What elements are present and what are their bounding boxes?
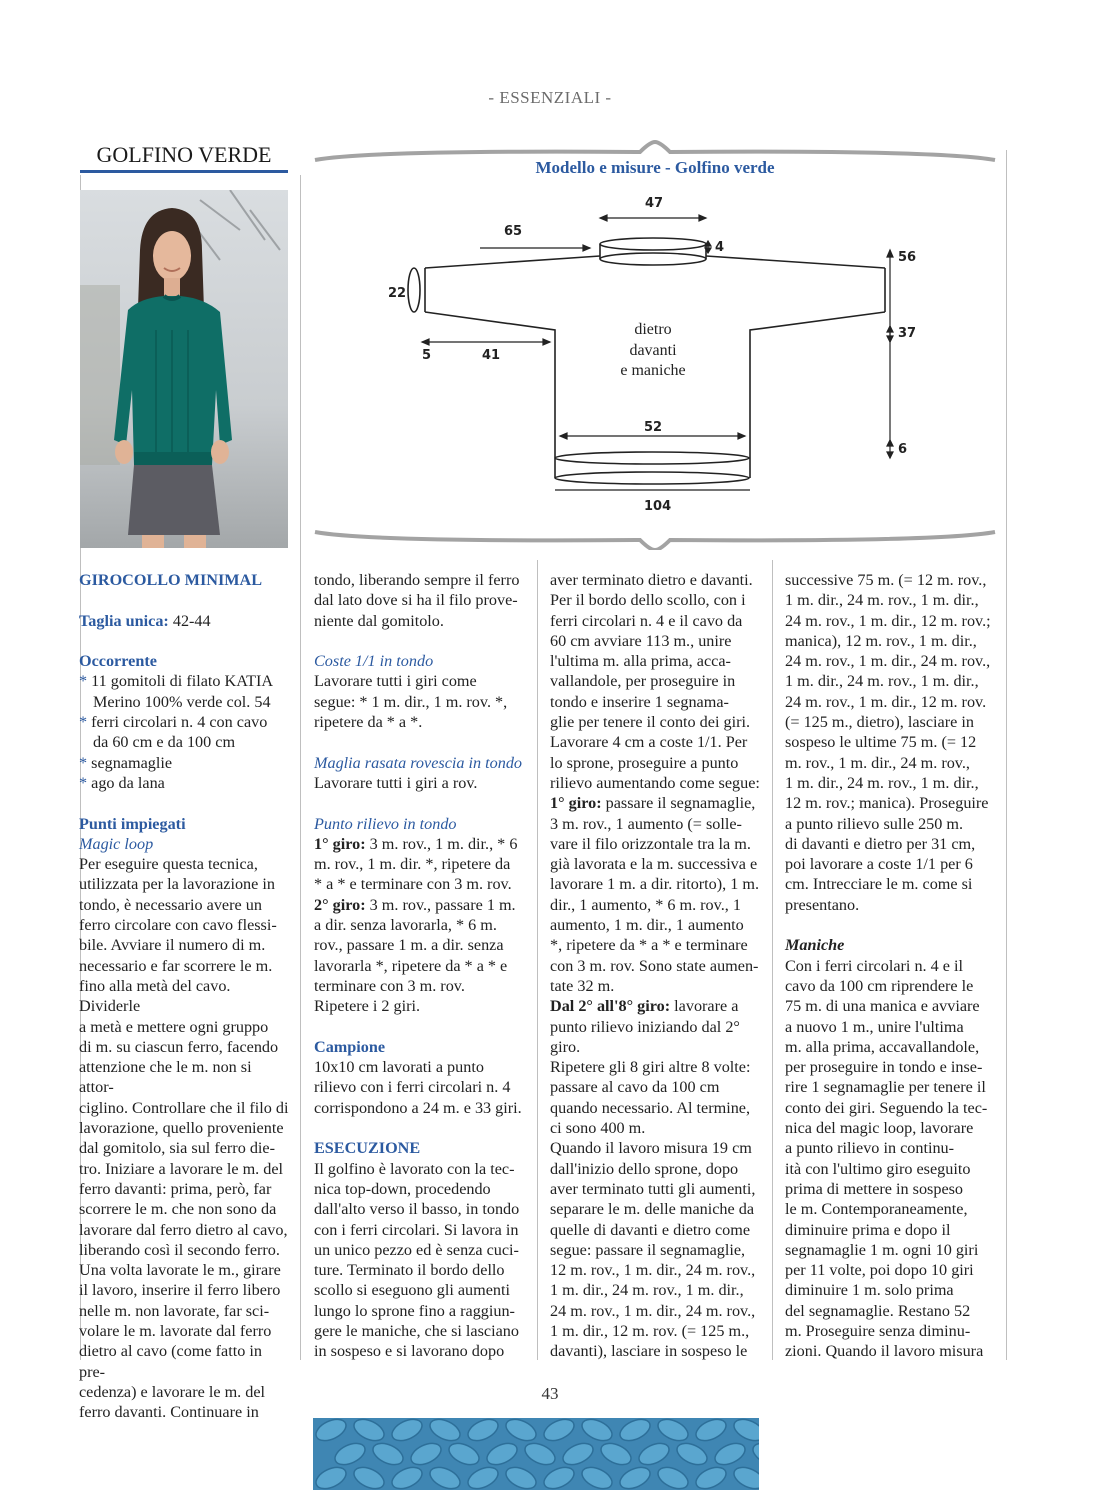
text-line: rilievo aumentando come segue: [550, 773, 760, 792]
dim-hem-circumference: 104 [644, 499, 672, 514]
text-line: ci sono 400 m. [550, 1119, 646, 1138]
text-line: 1 m. dir., 24 m. rov., 1 m. dir., [550, 1281, 744, 1300]
diagram-center-label [598, 320, 708, 382]
materials-heading: Occorrente [79, 652, 157, 671]
text-line: aver terminato tutti gli aumenti, [550, 1179, 756, 1198]
text-line: 60 cm avviare 113 m., unire [550, 631, 732, 650]
text-line: ture. Terminato il bordo dello [314, 1261, 505, 1280]
giro1-line [314, 834, 524, 854]
text-line: Per eseguire questa tecnica, [79, 855, 258, 874]
text-line: tondo, è necessario avere un [79, 895, 262, 914]
text-line: utilizzata per la lavorazione in [79, 875, 275, 894]
text-line: Ripetere gli 8 giri altre 8 volte: [550, 1058, 751, 1077]
magic-loop-text [79, 854, 289, 1422]
text-line: separare le m. delle maniche da [550, 1200, 755, 1219]
text-line: aver terminato dietro e davanti. [550, 571, 753, 589]
list-item: * ferri circolari n. 4 con cavo [79, 713, 268, 732]
text-line: dir., 1 aumento, * 6 m. rov., 1 [550, 895, 741, 914]
giro2-line [314, 895, 524, 915]
page-title: GOLFINO VERDE [80, 142, 288, 173]
text-line: sospeso le ultime 75 m. (= 12 [785, 733, 977, 752]
size-label: Taglia unica: [79, 611, 169, 630]
text-line: Con i ferri circolari n. 4 e il [785, 956, 963, 975]
text-line: nica top-down, procedendo [314, 1179, 491, 1198]
dim-sleeve-top: 65 [504, 224, 523, 239]
text-line: Una volta lavorate le m., girare [79, 1261, 281, 1280]
text-line: davanti), lasciare in sospeso le [550, 1342, 748, 1361]
separation-instructions [550, 1017, 760, 1362]
dim-neck-width: 47 [645, 196, 664, 211]
text-line: * a * e terminare con 3 m. rov. [314, 875, 512, 894]
text-line: a punto rilievo in continu- [785, 1139, 955, 1158]
text-line: dall'inizio dello sprone, dopo [550, 1159, 739, 1178]
text-line: a dir. senza lavorarla, * 6 m. [314, 916, 497, 935]
text-line: 1 m. dir., 24 m. rov., 1 m. dir., [785, 773, 979, 792]
text-line: terminare con 3 m. rov. [314, 976, 465, 995]
text-line: rilievo con i ferri circolari n. 4 [314, 1078, 511, 1097]
text-line: liberando così il secondo ferro. [79, 1240, 280, 1259]
text-line: dal gomitolo, sia sul ferro die- [79, 1139, 276, 1158]
text-line: segue: passare il segnamaglie, [550, 1240, 746, 1259]
dim-body-height: 37 [898, 326, 917, 341]
text-line: ità con l'ultimo giro eseguito [785, 1159, 971, 1178]
size-line [79, 611, 289, 631]
text-line: un unico pezzo ed è senza cuci- [314, 1240, 519, 1259]
text-line: vallandole, per proseguire in [550, 672, 736, 691]
text-line: scollo si eseguono gli aumenti [314, 1281, 511, 1300]
column-rule [537, 560, 538, 1360]
text-line: punto rilievo iniziando dal 2° [550, 1017, 740, 1036]
list-item: * 11 gomitoli di filato KATIA [79, 672, 274, 691]
body-instructions [785, 570, 995, 915]
giri-label: Dal 2° all'8° giro: [550, 997, 671, 1016]
text-line: bile. Avviare il numero di m. [79, 936, 266, 955]
text-line: 24 m. rov., 1 m. dir., 12 m. rov. [785, 692, 987, 711]
list-item: * ago da lana [79, 773, 165, 792]
list-item-text: segnamaglie [91, 753, 173, 772]
section-subtitle: GIROCOLLO MINIMAL [79, 571, 263, 589]
list-item-text: ferri circolari n. 4 con cavo [91, 713, 268, 732]
giro2-rest [314, 915, 524, 1016]
text-line: Ripetere i 2 giri. [314, 997, 421, 1016]
text-line: del segnamaglie. Restano 52 [785, 1301, 971, 1320]
text-line: successive 75 m. (= 12 m. rov., [785, 571, 987, 589]
campione-heading: Campione [314, 1037, 386, 1056]
text-line: 10x10 cm lavorati a punto [314, 1058, 484, 1077]
text-line: dal lato dove si ha il filo prove- [314, 591, 518, 610]
text-line: ripetere da * a *. [314, 713, 423, 732]
text-line: niente dal gomitolo. [314, 611, 444, 630]
text-line: segue: * 1 m. dir., 1 m. rov. *, [314, 692, 508, 711]
text-line: tondo, liberando sempre il ferro [314, 571, 520, 589]
text-line: 24 m. rov., 1 m. dir., 24 m. rov., [550, 1301, 756, 1320]
text-line: per 11 volte, poi dopo 10 giri [785, 1261, 974, 1280]
text-line: nica del magic loop, lavorare [785, 1119, 974, 1138]
text-line: manica), 12 m. rov., 1 m. dir., [785, 631, 977, 650]
yarn-texture-image [313, 1418, 759, 1490]
text-line: cedenza) e lavorare le m. del [79, 1382, 266, 1401]
column-4 [785, 570, 995, 1362]
text-line: dall'alto verso il basso, in tondo [314, 1200, 520, 1219]
text-line: 75 m. di una manica e avviare [785, 997, 980, 1016]
text-line: Quando il lavoro misura 19 cm [550, 1139, 752, 1158]
text-line: ferro davanti: prima, però, far [79, 1179, 272, 1198]
diagram-label-line: davanti [629, 341, 677, 359]
schematic-diagram [310, 140, 1000, 550]
size-value: 42-44 [168, 611, 211, 630]
text-line: lavorare dal ferro dietro al cavo, [79, 1220, 288, 1239]
text-line: 24 m. rov., 1 m. dir., 12 m. rov.; [785, 611, 991, 630]
rilievo-heading: Punto rilievo in tondo [314, 814, 457, 833]
text-line: Lavorare tutti i giri a rov. [314, 773, 478, 792]
giro1-rest [314, 854, 524, 895]
column-rule [300, 175, 301, 1360]
text-line: 1 m. dir., 24 m. rov., 1 m. dir., [785, 591, 979, 610]
text-line: Lavorare 4 cm a coste 1/1. Per [550, 733, 748, 752]
text-line: a punto rilievo sulle 250 m. [785, 814, 964, 833]
text-line: prima di mettere in sospeso [785, 1179, 964, 1198]
column-rule [1006, 150, 1007, 1360]
text-line: (= 125 m., dietro), lasciare in [785, 713, 974, 732]
text-line: Lavorare tutti i giri come [314, 672, 477, 691]
giro1-label: 1° giro: [314, 834, 366, 853]
esecuzione-heading: ESECUZIONE [314, 1139, 421, 1158]
text-line: Il golfino è lavorato con la tec- [314, 1159, 515, 1178]
dim-cuff-rib: 5 [422, 348, 432, 363]
giri-line [550, 996, 760, 1016]
giro1-line [550, 793, 760, 813]
text-line: di m. su ciascun ferro, facendo [79, 1037, 279, 1056]
list-item: * segnamaglie [79, 753, 173, 772]
list-item-text: da 60 cm e da 100 cm [93, 733, 236, 752]
text-line: tro. Iniziare a lavorare le m. del [79, 1159, 284, 1178]
text-line: zioni. Quando il lavoro misura [785, 1342, 984, 1361]
text-line: 1 m. dir., 24 m. rov., 1 m. dir., [785, 672, 979, 691]
text-line: conto dei giri. Seguendo la tec- [785, 1098, 988, 1117]
text-line: vare il filo orizzontale tra la m. [550, 834, 751, 853]
text-line: ferro davanti. Continuare in [79, 1403, 259, 1422]
text-line: l'ultima m. alla prima, acca- [550, 652, 731, 671]
text-line: quando necessario. Al termine, [550, 1098, 751, 1117]
neck-instructions [550, 570, 760, 793]
text-line: passare al cavo da 100 cm [550, 1078, 720, 1097]
giro2-text: 3 m. rov., passare 1 m. [365, 895, 516, 914]
text-line: ferro circolare con cavo flessi- [79, 916, 277, 935]
rasata-heading: Maglia rasata rovescia in tondo [314, 753, 523, 772]
esecuzione-text [314, 1159, 524, 1362]
text-line: 1 m. dir., 12 m. rov. (= 125 m., [550, 1321, 750, 1340]
text-line: necessario e far scorrere le m. [79, 956, 273, 975]
text-line: fino alla metà del cavo. Dividerle [79, 976, 231, 1016]
text-line: poi lavorare a coste 1/1 per 6 [785, 855, 973, 874]
text-line: m. rov., 1 m. dir. *, ripetere da [314, 855, 511, 874]
diagram-title: Modello e misure - Golfino verde [535, 158, 775, 177]
text-line: segnamaglie 1 m. ogni 10 giri [785, 1240, 979, 1259]
dim-neck-height: 4 [715, 240, 725, 255]
text-line: quelle di davanti e dietro come [550, 1220, 751, 1239]
diagram-label-line: dietro [634, 321, 672, 338]
text-line: m. alla prima, accavallandole, [785, 1037, 980, 1056]
column-2 [314, 570, 524, 1362]
list-item-text: Merino 100% verde col. 54 [93, 692, 271, 711]
dim-sleeve-lower: 41 [482, 348, 501, 363]
column-3 [550, 570, 760, 1362]
text-line: volare le m. lavorate dal ferro [79, 1321, 272, 1340]
text-line: 12 m. rov.; manica). Proseguire [785, 794, 989, 813]
column-rule [772, 560, 773, 1360]
dim-hem-height: 6 [898, 442, 908, 457]
text-line: diminuire prima e dopo il [785, 1220, 951, 1239]
campione-text [314, 1057, 524, 1118]
text-line: gere le maniche, che si lasciano [314, 1321, 519, 1340]
magic-loop-heading: Magic loop [79, 834, 154, 853]
giro2-label: 2° giro: [314, 895, 366, 914]
text-line: tondo e inserire 1 segnama- [550, 692, 729, 711]
text-line: scorrere le m. che non sono da [79, 1200, 277, 1219]
dim-body-width: 52 [644, 420, 663, 435]
text-line: in sospeso e si lavorano dopo [314, 1342, 505, 1361]
text-line: attenzione che le m. non si attor- [79, 1058, 252, 1097]
page-number: 43 [541, 1384, 559, 1403]
text-line: di davanti e dietro per 31 cm, [785, 834, 976, 853]
text-line: 24 m. rov., 1 m. dir., 24 m. rov., [785, 652, 991, 671]
dim-total-height: 56 [898, 250, 917, 265]
text-line: 12 m. rov., 1 m. dir., 24 m. rov., [550, 1261, 756, 1280]
text-line: lavorare 1 m. a dir. ritorto), 1 m. [550, 875, 760, 894]
intro-text [314, 570, 524, 631]
text-line: presentano. [785, 895, 860, 914]
text-line: lungo lo sprone fino a raggiun- [314, 1301, 515, 1320]
text-line: lavorarla *, ripetere da * a * e [314, 956, 508, 975]
diagram-label-line: e maniche [620, 362, 686, 379]
maniche-heading: Maniche [785, 936, 845, 955]
giro1-text: 3 m. rov., 1 m. dir., * 6 [365, 834, 518, 853]
text-line: tate 32 m. [550, 976, 615, 995]
text-line: ciglino. Controllare che il filo di [79, 1098, 289, 1117]
stitches-heading: Punti impiegati [79, 814, 186, 833]
text-line: Per il bordo dello scollo, con i [550, 591, 746, 610]
text-line: a metà e mettere ogni gruppo [79, 1017, 269, 1036]
text-line: diminuire 1 m. solo prima [785, 1281, 954, 1300]
text-line: corrispondono a 24 m. e 33 giri. [314, 1098, 522, 1117]
text-line: nelle m. non lavorate, far sci- [79, 1301, 270, 1320]
text-line: cm. Intrecciare le m. come si [785, 875, 973, 894]
giro1-text: passare il segnamaglie, [601, 794, 756, 813]
materials-list [79, 671, 289, 793]
model-photo [80, 190, 288, 548]
text-line: per proseguire in tondo e inse- [785, 1058, 983, 1077]
text-line: lo sprone, proseguire a punto [550, 753, 739, 772]
text-line: aumento, 1 m. dir., 1 aumento [550, 916, 744, 935]
dim-cuff-height: 22 [388, 286, 407, 301]
running-header: - ESSENZIALI - [488, 88, 612, 107]
text-line: già lavorata e la m. successiva e [550, 855, 758, 874]
yoke-instructions [550, 814, 760, 997]
rasata-text [314, 773, 524, 793]
text-line: dietro al cavo (come fatto in pre- [79, 1342, 262, 1381]
text-line: ferri circolari n. 4 e il cavo da [550, 611, 743, 630]
text-line: rire 1 segnamaglie per tenere il [785, 1078, 986, 1097]
text-line: con 3 m. rov. Sono state aumen- [550, 956, 759, 975]
text-line: glie per tenere il conto dei giri. [550, 713, 751, 732]
text-line: a nuovo 1 m., unire l'ultima [785, 1017, 964, 1036]
text-line: *, ripetere da * a * e terminare [550, 936, 748, 955]
text-line: m. Proseguire senza diminu- [785, 1321, 971, 1340]
text-line: le m. Contemporaneamente, [785, 1200, 968, 1219]
text-line: 3 m. rov., 1 aumento (= solle- [550, 814, 742, 833]
text-line: giro. [550, 1037, 581, 1056]
text-line: lavorazione, quello proveniente [79, 1119, 284, 1138]
text-line: m. rov., 1 m. dir., 24 m. rov., [785, 753, 970, 772]
text-line: rov., passare 1 m. a dir. senza [314, 936, 504, 955]
text-line: il lavoro, inserire il ferro libero [79, 1281, 281, 1300]
coste-text [314, 671, 524, 732]
column-1 [79, 570, 289, 1422]
sleeve-instructions [785, 956, 995, 1362]
text-line: cavo da 100 cm riprendere le [785, 976, 974, 995]
text-line: con i ferri circolari. Si lavora in [314, 1220, 519, 1239]
coste-heading: Coste 1/1 in tondo [314, 652, 434, 671]
list-item-text: ago da lana [91, 773, 165, 792]
giro1-label: 1° giro: [550, 794, 602, 813]
list-item-text: 11 gomitoli di filato KATIA [91, 672, 274, 691]
giri-text: lavorare a [670, 997, 739, 1016]
